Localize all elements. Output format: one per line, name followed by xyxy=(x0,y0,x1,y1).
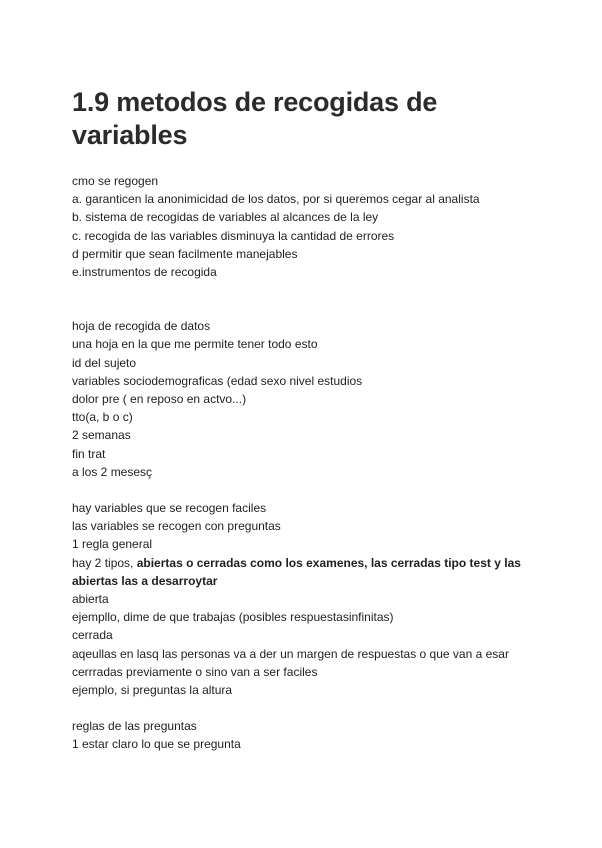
section-reglas xyxy=(72,717,532,753)
text-line: 1 estar claro lo que se pregunta xyxy=(72,737,241,752)
text-line: e.instrumentos de recogida xyxy=(72,265,217,280)
text-line: tto(a, b o c) xyxy=(72,410,133,425)
text-line: c. recogida de las variables disminuya la cantidad de errores xyxy=(72,228,395,243)
text-line: abierta xyxy=(72,592,109,607)
text-line: ejemplo, si preguntas la altura xyxy=(72,683,233,698)
text-line: hay variables que se recogen faciles xyxy=(72,501,267,516)
text-line: cmo se regogen xyxy=(72,174,159,188)
mixed-text-line xyxy=(72,554,532,590)
text-line: variables sociodemograficas (edad sexo nivel estudios xyxy=(72,373,363,388)
text-line: las variables se recogen con preguntas xyxy=(72,519,281,534)
section-preguntas xyxy=(72,499,532,699)
text-line: aqeullas en lasq las personas va a der un margen de respuestas o que van a esar cerrradas previamente o sino van a ser faciles xyxy=(72,646,513,679)
text-line: una hoja en la que me permite tener todo esto xyxy=(72,337,318,352)
text-line: 2 semanas xyxy=(72,428,131,443)
text-line: reglas de las preguntas xyxy=(72,719,197,734)
text-line: ejempllo, dime de que trabajas (posibles respuestasinfinitas) xyxy=(72,610,394,625)
text-line: d permitir que sean facilmente manejables xyxy=(72,246,298,261)
text-line: cerrada xyxy=(72,628,113,643)
text-line: dolor pre ( en reposo en actvo...) xyxy=(72,392,247,407)
text-line: b. sistema de recogidas de variables al alcances de la ley xyxy=(72,210,379,225)
text-line: id del sujeto xyxy=(72,355,137,370)
section-recogida xyxy=(72,172,532,281)
page-title: 1.9 metodos de recogidas de variables xyxy=(72,87,438,150)
bold-text: abiertas o cerradas como los examenes, las cerradas tipo test y las abiertas las a desarroytar xyxy=(72,555,525,588)
text-line: fin trat xyxy=(72,446,106,461)
spacer xyxy=(72,481,532,499)
spacer xyxy=(72,281,532,317)
text-line: hoja de recogida de datos xyxy=(72,319,211,334)
text-line: a los 2 mesesç xyxy=(72,464,153,479)
text-line: a. garanticen la anonimicidad de los datos, por si queremos cegar al analista xyxy=(72,192,480,207)
text-line: 1 regla general xyxy=(72,537,153,552)
document-page xyxy=(72,86,532,754)
section-hoja xyxy=(72,317,532,481)
spacer xyxy=(72,699,532,717)
normal-text: hay 2 tipos, xyxy=(72,555,137,570)
